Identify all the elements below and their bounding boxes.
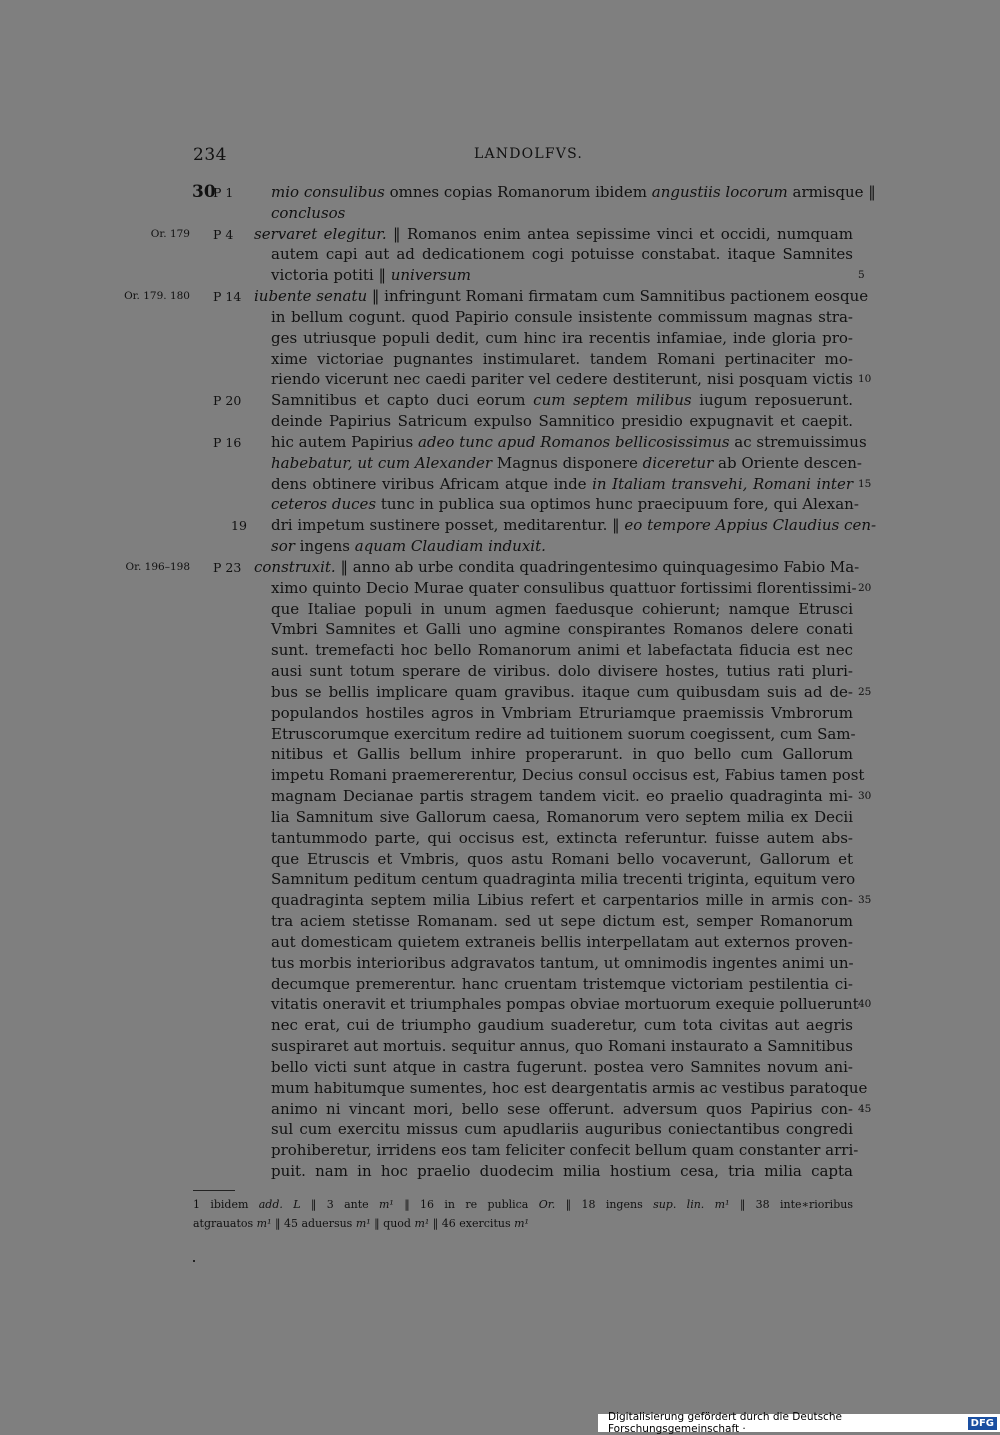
text-segment: in bellum cogunt. quod Papirio consule insistente commissum magnas stra- [271, 307, 853, 326]
source-reference: P 20 [213, 393, 242, 409]
text-segment: Magnus disponere [492, 453, 643, 472]
text-line [271, 599, 853, 620]
page-speck [193, 1260, 195, 1262]
text-line [271, 703, 853, 724]
text-segment: victoria potiti ‖ [271, 266, 391, 285]
footnote-rule [193, 1190, 235, 1191]
italic-segment: sor [271, 537, 295, 556]
text-segment: sul cum exercitu missus cum apudlariis auguribus coniectantibus congredi [271, 1120, 853, 1139]
text-segment: armisque ‖ [787, 183, 876, 201]
text-segment: ges utriusque populi dedit, cum hinc ira recentis infamiae, inde gloria pro- [271, 328, 853, 347]
text-line [271, 1119, 853, 1140]
text-line [271, 349, 853, 370]
line-number: 5 [858, 269, 865, 282]
text-line [271, 1140, 859, 1161]
italic-segment: ceteros duces [271, 495, 377, 514]
text-segment: tunc in publica sua optimos hunc praecipuum fore, qui Alexan- [376, 495, 859, 514]
footnote-line [193, 1195, 853, 1214]
source-reference: P 14 [213, 289, 242, 305]
text-segment: atgrauatos [193, 1217, 257, 1230]
text-line [271, 390, 853, 411]
italic-segment: in Italiam transvehi, Romani inter [592, 474, 853, 493]
italic-segment: sup. lin. m¹ [653, 1198, 730, 1211]
text-segment: ‖ 18 ingens [555, 1198, 654, 1211]
text-line [271, 1015, 853, 1036]
text-line [271, 911, 853, 932]
source-reference: P 1 [213, 185, 234, 200]
orosius-reference: Or. 179. 180 [124, 290, 190, 303]
text-line [271, 744, 853, 765]
text-line [271, 849, 853, 870]
text-line [271, 953, 853, 974]
text-line [271, 474, 853, 495]
text-line [271, 1057, 853, 1078]
line-number: 30 [858, 790, 872, 803]
text-line [271, 724, 856, 745]
text-line [271, 932, 853, 953]
text-segment: ‖ 16 in re publica [393, 1198, 539, 1211]
text-line [254, 286, 869, 307]
footnote-line [193, 1214, 853, 1233]
line-number: 45 [858, 1102, 872, 1115]
line-number: 15 [858, 477, 872, 490]
funding-text: Digitalisierung gefördert durch die Deutsche Forschungsgemeinschaft · [608, 1411, 842, 1435]
text-segment: mum habitumque sumentes, hoc est deargentatis armis ac vestibus paratoque [271, 1078, 868, 1097]
italic-segment: construxit. [254, 557, 336, 576]
italic-segment: angustiis locorum [651, 183, 788, 201]
text-segment: ab Oriente descen- [713, 453, 862, 472]
text-segment: ‖ anno ab urbe condita quadringentesimo quinquagesimo Fabio Ma- [335, 557, 860, 576]
text-line [271, 494, 859, 515]
italic-segment: add. L [258, 1198, 301, 1211]
text-segment: bello victi sunt atque in castra fugerunt. postea vero Samnites novum ani- [271, 1057, 853, 1076]
source-reference: P 16 [213, 434, 242, 450]
text-segment: ‖ Romanos enim antea sepissime vinci et occidi, numquam [386, 224, 853, 243]
italic-segment: universum [390, 266, 471, 285]
italic-segment: adeo tunc apud Romanos bellicosissimus [417, 432, 730, 451]
running-head: LANDOLFVS. [474, 146, 584, 162]
text-segment: Samnitibus et capto duci eorum [271, 391, 534, 410]
text-segment: ‖ 45 aduersus [271, 1217, 356, 1230]
text-segment: omnes copias Romanorum ibidem [384, 183, 652, 201]
text-segment: aut domesticam quietem extraneis bellis interpellatam aut externos proven- [271, 932, 853, 951]
text-segment: Samnitum peditum centum quadraginta milia trecenti triginta, equitum vero [271, 870, 856, 889]
line-number: 40 [858, 998, 872, 1011]
italic-segment: m¹ [256, 1217, 272, 1230]
source-reference: P 4 [213, 226, 234, 242]
text-segment: dens obtinere viribus Africam atque inde [271, 474, 593, 493]
text-line [271, 369, 853, 390]
italic-segment: m¹ [414, 1217, 430, 1230]
text-segment: lia Samnitum sive Gallorum caesa, Romanorum vero septem milia ex Decii [271, 807, 853, 826]
text-line [271, 1036, 853, 1057]
text-segment: autem capi aut ad dedicationem cogi potuisse constabat. itaque Samnites [271, 245, 853, 264]
text-segment: ximo quinto Decio Murae quater consulibus quattuor fortissimi florentissimi- [271, 578, 857, 597]
text-segment: animo ni vincant mori, bello sese offerunt. adversum quos Papirius con- [271, 1099, 853, 1118]
text-segment: Vmbri Samnites et Galli uno agmine conspirantes Romanos delere conati [271, 620, 853, 639]
text-segment: prohiberetur, irridens eos tam feliciter confecit bellum quam constanter arri- [271, 1141, 859, 1160]
text-segment: suspiraret aut mortuis. sequitur annus, quo Romani instaurato a Samnitibus [271, 1037, 853, 1056]
text-line [271, 682, 853, 703]
text-segment: riendo vicerunt nec caedi pariter vel cedere destiterunt, nisi posquam victis [271, 370, 853, 389]
text-line [271, 203, 853, 224]
text-segment: nitibus et Gallis bellum inhire properarunt. in quo bello cum Gallorum [271, 745, 853, 764]
text-line [271, 974, 853, 995]
orosius-reference: Or. 179 [150, 227, 190, 240]
italic-segment: diceretur [642, 453, 714, 472]
text-segment: ac stremuissimus [729, 432, 867, 451]
text-segment: iugum reposuerunt. [691, 391, 854, 410]
text-line [271, 244, 853, 265]
text-segment: puit. nam in hoc praelio duodecim milia hostium cesa, tria milia capta [271, 1162, 853, 1180]
page-number: 234 [193, 145, 227, 165]
text-line [271, 265, 853, 286]
text-segment: tra aciem stetisse Romanam. sed ut sepe dictum est, semper Romanorum [271, 912, 853, 931]
italic-segment: conclusos [271, 203, 346, 222]
text-line [271, 619, 853, 640]
text-line [271, 640, 853, 661]
text-segment: ‖ infringunt Romani firmatam cum Samnitibus pactionem eosque [367, 287, 869, 306]
text-segment: que Italiae populi in unum agmen faedusque cohierunt; namque Etrusci [271, 599, 853, 618]
text-line [271, 536, 853, 557]
text-line [271, 578, 857, 599]
italic-segment: servaret elegitur. [254, 224, 387, 243]
text-segment: populandos hostiles agros in Vmbriam Etruriamque praemissis Vmbrorum [271, 703, 853, 722]
text-line [254, 224, 853, 245]
text-segment: nec erat, cui de triumpho gaudium suaderetur, cum tota civitas aut aegris [271, 1016, 853, 1035]
text-segment: deinde Papirius Satricum expulso Samnitico presidio expugnavit et caepit. [271, 412, 853, 431]
text-line [271, 182, 876, 203]
text-line [271, 432, 867, 453]
text-line [271, 786, 853, 807]
text-segment: bus se bellis implicare quam gravibus. itaque cum quibusdam suis ad de- [271, 682, 853, 701]
italic-segment: cum septem milibus [533, 391, 692, 410]
text-line [271, 307, 853, 328]
chapter-number: 30 [192, 182, 216, 202]
line-number: 10 [858, 373, 872, 386]
text-segment: impetu Romani praemererentur, Decius consul occisus est, Fabius tamen post [271, 766, 865, 785]
italic-segment: eo tempore Appius Claudius cen- [624, 516, 877, 535]
italic-segment: iubente senatu [254, 287, 368, 306]
text-segment: quadraginta septem milia Libius refert et carpentarios mille in armis con- [271, 891, 853, 910]
text-line [271, 869, 856, 890]
text-segment: dri impetum sustinere posset, meditarentur. ‖ [271, 516, 625, 535]
text-line [271, 1078, 868, 1099]
text-line [254, 557, 860, 578]
text-segment: sunt. tremefacti hoc bello Romanorum animi et labefactata fiducia est nec [271, 641, 853, 660]
orosius-reference: Or. 196–198 [125, 560, 190, 573]
text-line [271, 661, 853, 682]
source-reference: P 23 [213, 559, 242, 575]
italic-segment: m¹ [514, 1217, 529, 1230]
italic-segment: Or. [538, 1198, 556, 1211]
italic-segment: m¹ [355, 1217, 371, 1230]
text-line [271, 828, 853, 849]
text-segment: decumque premerentur. hanc cruentam tristemque victoriam pestilentia ci- [271, 974, 853, 993]
text-segment: hic autem Papirius [271, 432, 418, 451]
text-segment: que Etruscis et Vmbris, quos astu Romani bello vocaverunt, Gallorum et [271, 849, 853, 868]
text-line [271, 1161, 853, 1182]
text-line [271, 328, 853, 349]
text-segment: Etruscorumque exercitum redire ad tuitionem suorum coegissent, cum Sam- [271, 724, 856, 743]
text-segment: ingens [294, 537, 355, 556]
text-segment: ‖ 38 inte∗rioribus [729, 1198, 853, 1211]
italic-segment: habebatur, ut cum Alexander [271, 453, 493, 472]
text-line [271, 765, 865, 786]
italic-segment: m¹ [379, 1198, 394, 1211]
text-segment: tus morbis interioribus adgravatos tantum, ut omnimodis ingentes animi un- [271, 953, 854, 972]
text-segment: vitatis oneravit et triumphales pompas obviae mortuorum exequie polluerunt [271, 995, 859, 1014]
text-segment: tantummodo parte, qui occisus est, extincta referuntur. fuisse autem abs- [271, 828, 853, 847]
text-segment: 1 ibidem [193, 1198, 259, 1211]
italic-segment: aquam Claudiam induxit. [354, 537, 546, 556]
text-line [271, 1099, 853, 1120]
line-number: 35 [858, 894, 872, 907]
funding-banner[interactable] [598, 1411, 1000, 1435]
text-line [271, 807, 853, 828]
text-line [271, 890, 853, 911]
text-segment: ‖ 46 exercitus [429, 1217, 515, 1230]
text-segment: ‖ quod [370, 1217, 415, 1230]
source-reference: 19 [231, 518, 247, 534]
text-segment: magnam Decianae partis stragem tandem vicit. eo praelio quadraginta mi- [271, 787, 853, 806]
text-line [271, 411, 853, 432]
text-line [271, 453, 862, 474]
text-line [271, 515, 877, 536]
text-segment: xime victoriae pugnantes instimularet. tandem Romani pertinaciter mo- [271, 349, 853, 368]
text-segment: ausi sunt totum sperare de viribus. dolo divisere hostes, tutius rati pluri- [271, 662, 853, 681]
dfg-logo: DFG [968, 1417, 997, 1430]
text-segment: ‖ 3 ante [300, 1198, 379, 1211]
italic-segment: mio consulibus [271, 183, 385, 201]
line-number: 20 [858, 581, 872, 594]
line-number: 25 [858, 685, 872, 698]
text-line [271, 994, 859, 1015]
